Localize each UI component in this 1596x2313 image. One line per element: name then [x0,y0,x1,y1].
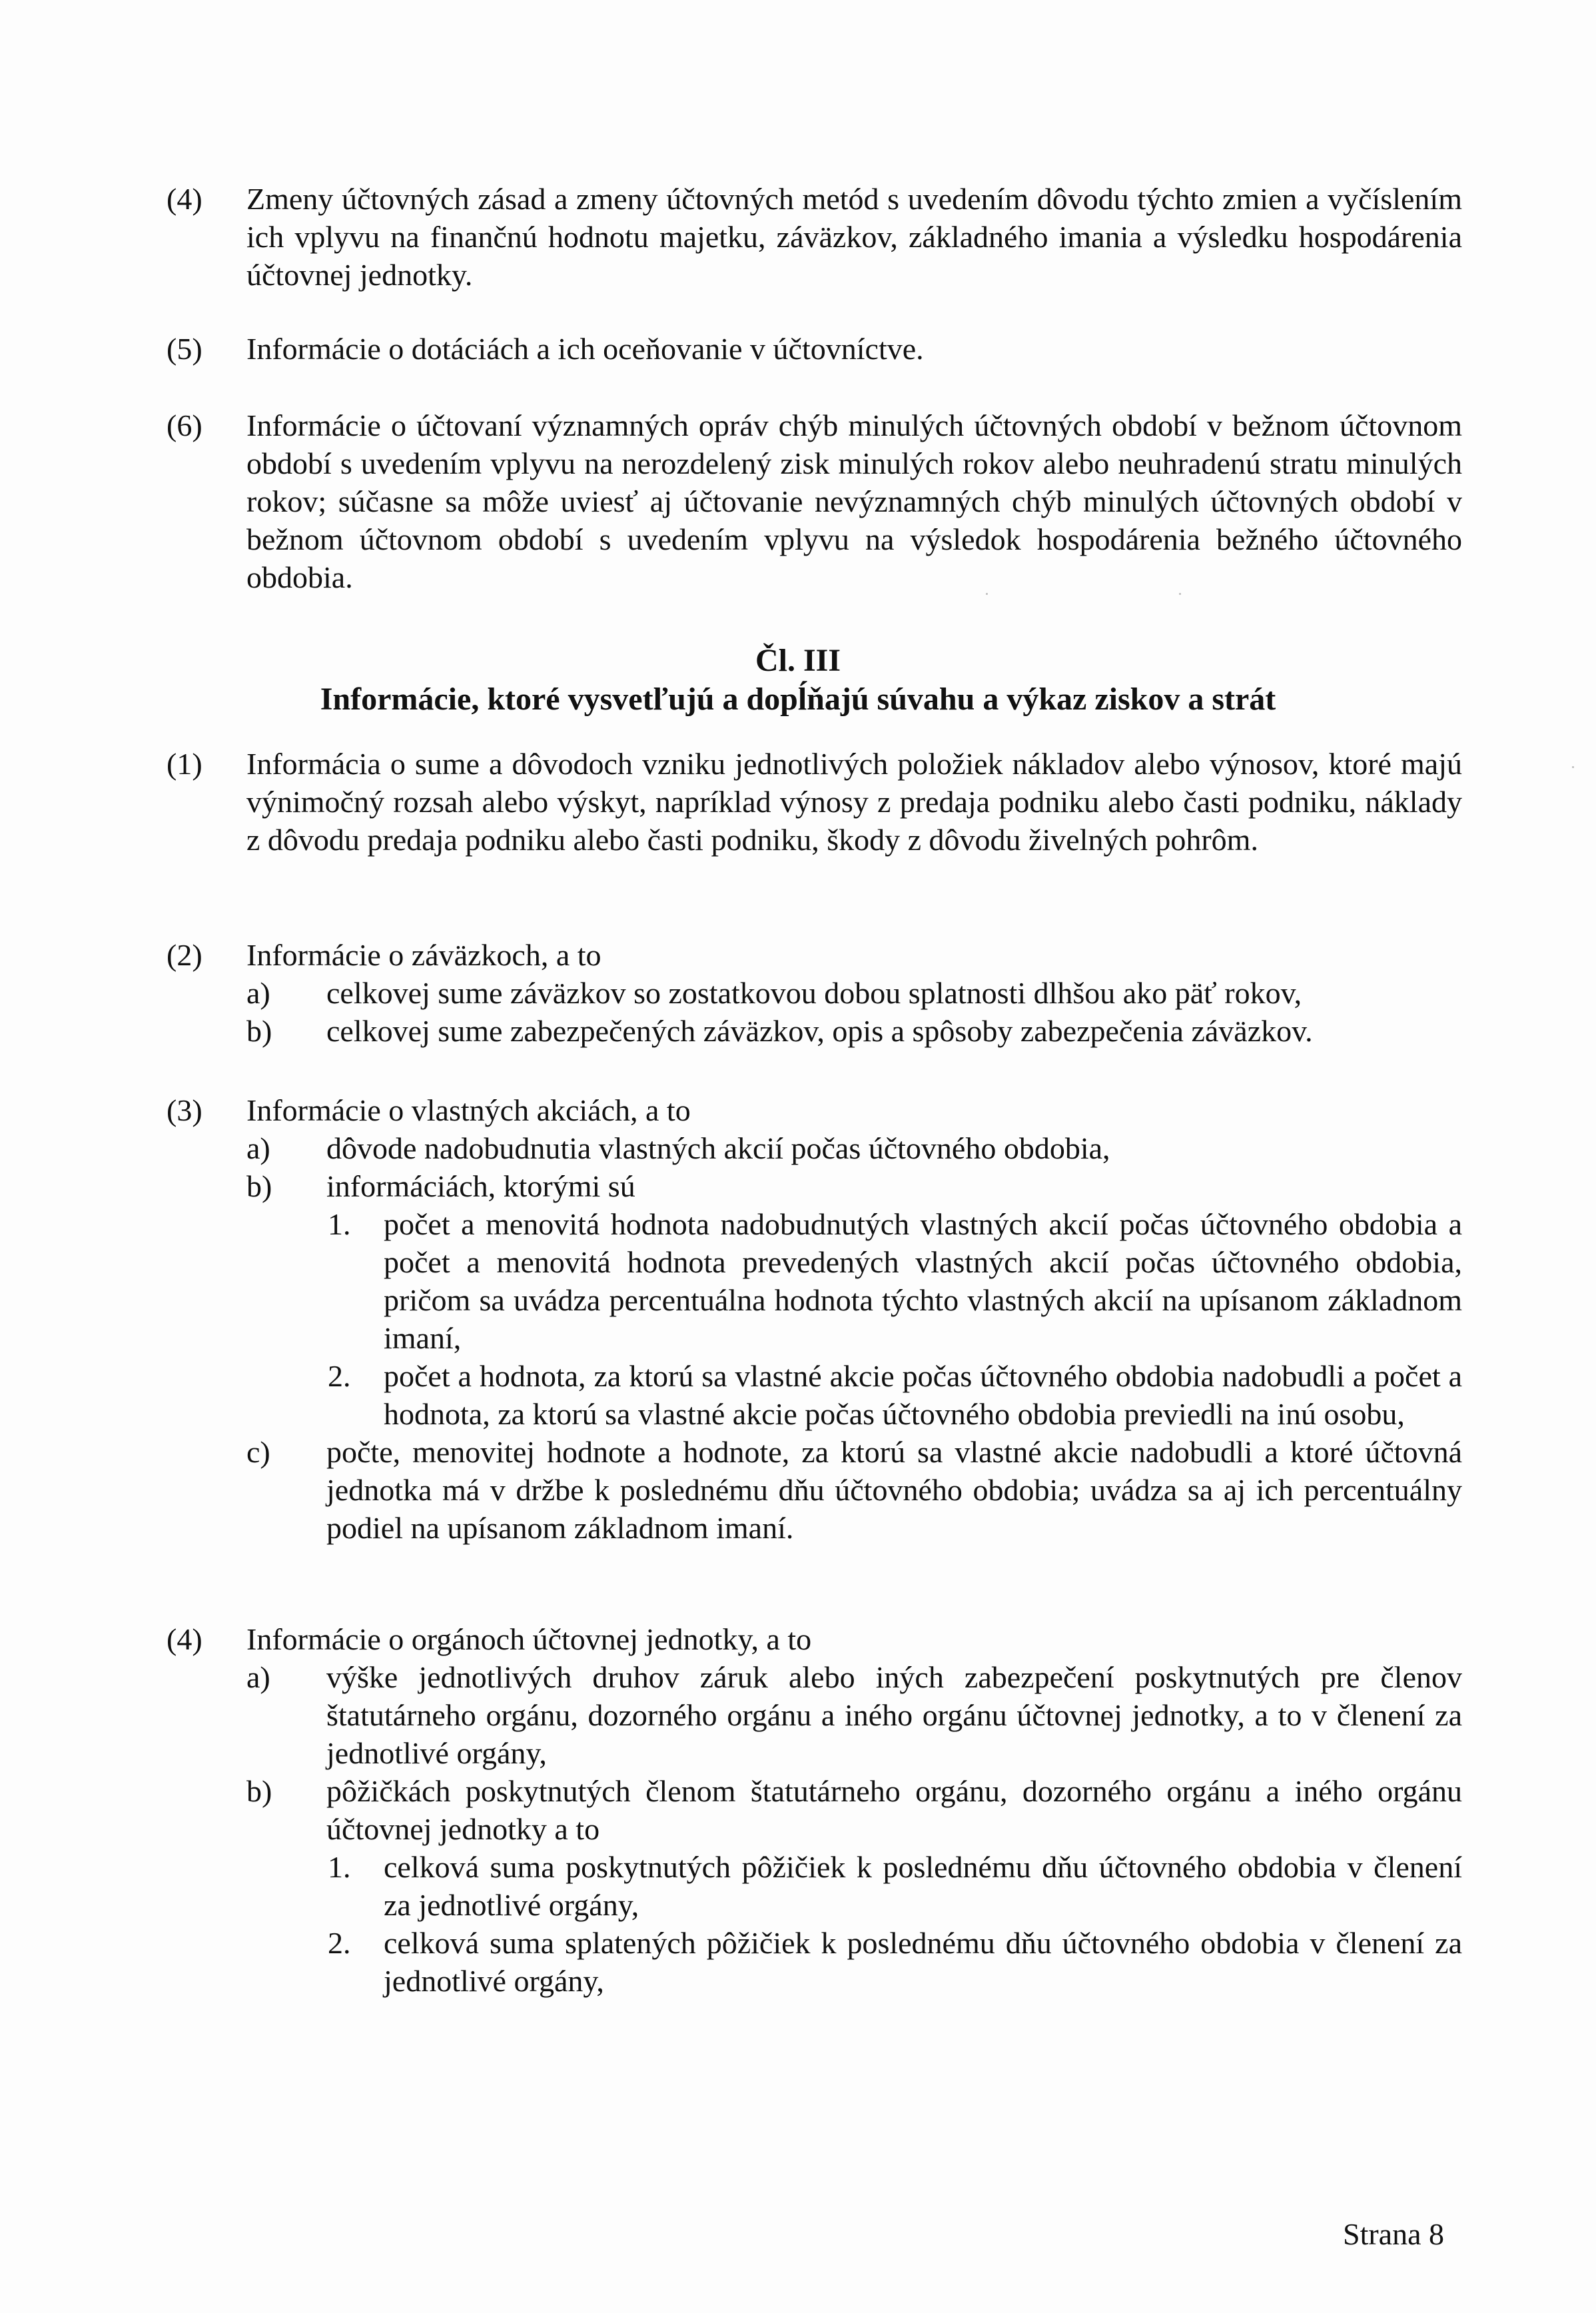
paragraph-4-accounting-changes [167,180,1462,294]
sub-item-b [246,1772,1462,1848]
numbered-point-2 [328,1924,1462,2000]
paragraph-6-error-corrections [167,406,1462,596]
sub-item-text: počte, menovitej hodnote a hodnote, za ktorú sa vlastné akcie nadobudli a ktoré účtovná jednotka má v držbe k poslednému dňu účtovného obdobia; uvádza sa aj ich percentuálny podiel na upísanom základnom imaní. [326,1435,1462,1545]
sub-item-label: a) [246,1131,270,1165]
sub-item-label: a) [246,1660,270,1694]
sub-item-a [246,1658,1462,1772]
paragraph-number: (5) [167,332,202,366]
paragraph-number: (3) [167,1093,202,1127]
paragraph-number: (1) [167,747,202,781]
paragraph-5-subsidies [167,330,1462,368]
sub-item-text: pôžičkách poskytnutých členom štatutárneho orgánu, dozorného orgánu a iného orgánu účtovnej jednotky a to [326,1774,1462,1846]
article-title: Čl. III [755,643,841,678]
paragraph-text: Zmeny účtovných zásad a zmeny účtovných metód s uvedením dôvodu týchto zmien a vyčíslením ich vplyvu na finančnú hodnotu majetku, záväzkov, základného imania a výsledku hospodárenia účtovnej jednotky. [246,182,1462,292]
numbered-point-label: 2. [328,1359,351,1393]
sub-item-b [246,1167,1462,1205]
sub-item-label: b) [246,1774,272,1808]
numbered-point-label: 2. [328,1926,351,1960]
page-number: Strana 8 [1342,2217,1444,2251]
paragraph-text: Informácie o dotáciách a ich oceňovanie v účtovníctve. [246,332,924,366]
paragraph-text: Informácie o orgánoch účtovnej jednotky, a to [246,1622,812,1656]
sub-item-label: c) [246,1435,270,1469]
paragraph-number: (2) [167,938,202,972]
sub-item-label: b) [246,1169,272,1203]
article-item-3 [167,1091,1462,1547]
numbered-point-2 [328,1357,1462,1433]
sub-item-a [246,974,1462,1012]
scan-speck [1179,593,1181,595]
paragraph-text: Informácie o vlastných akciách, a to [246,1093,691,1127]
paragraph-text: Informácia o sume a dôvodoch vzniku jednotlivých položiek nákladov alebo výnosov, ktoré majú výnimočný rozsah alebo výskyt, napríklad výnosy z predaja podniku alebo časti podniku, náklady z dôvodu predaja podniku alebo časti podniku, škody z dôvodu živelných pohrôm. [246,747,1462,857]
paragraph-text: Informácie o záväzkoch, a to [246,938,601,972]
article-item-1 [167,745,1462,859]
sub-item-text: informáciách, ktorými sú [326,1169,635,1203]
numbered-point-text: celková suma splatených pôžičiek k poslednému dňu účtovného obdobia v členení za jednotlivé orgány, [384,1926,1462,1998]
numbered-point-text: počet a menovitá hodnota nadobudnutých vlastných akcií počas účtovného obdobia a počet a menovitá hodnota prevedených vlastných akcií počas účtovného obdobia, pričom sa uvádza percentuálna hodnota týchto vlastných akcií na upísanom základnom imaní, [384,1207,1462,1355]
numbered-point-text: počet a hodnota, za ktorú sa vlastné akcie počas účtovného obdobia nadobudli a počet a hodnota, za ktorú sa vlastné akcie počas účtovného obdobia previedli na inú osobu, [384,1359,1462,1431]
numbered-point-1 [328,1205,1462,1357]
sub-item-a [246,1129,1462,1167]
sub-item-label: a) [246,976,270,1010]
sub-item-c [246,1433,1462,1547]
paragraph-number: (6) [167,408,202,442]
numbered-point-1 [328,1848,1462,1924]
sub-item-label: b) [246,1014,272,1048]
numbered-point-text: celková suma poskytnutých pôžičiek k poslednému dňu účtovného obdobia v členení za jednotlivé orgány, [384,1850,1462,1922]
paragraph-number: (4) [167,182,202,216]
sub-item-text: výške jednotlivých druhov záruk alebo iných zabezpečení poskytnutých pre členov štatutárneho orgánu, dozorného orgánu a iného orgánu účtovnej jednotky, a to v členení za jednotlivé orgány, [326,1660,1462,1770]
sub-item-text: celkovej sume zabezpečených záväzkov, opis a spôsoby zabezpečenia záväzkov. [326,1014,1313,1048]
paragraph-number: (4) [167,1622,202,1656]
sub-item-text: dôvode nadobudnutia vlastných akcií počas účtovného obdobia, [326,1131,1110,1165]
article-subtitle: Informácie, ktoré vysvetľujú a dopĺňajú súvahu a výkaz ziskov a strát [320,682,1276,717]
sub-item-b [246,1012,1462,1050]
sub-item-text: celkovej sume záväzkov so zostatkovou dobou splatnosti dlhšou ako päť rokov, [326,976,1302,1010]
scan-speck [1572,766,1574,768]
numbered-point-label: 1. [328,1850,351,1884]
paragraph-text: Informácie o účtovaní významných opráv chýb minulých účtovných období v bežnom účtovnom období s uvedením vplyvu na nerozdelený zisk minulých rokov alebo neuhradenú stratu minulých rokov; súčasne sa môže uviesť aj účtovanie nevýznamných chýb minulých účtovných období v bežnom účtovnom období s uvedením vplyvu na výsledok hospodárenia bežného účtovného obdobia. [246,408,1462,594]
article-item-4 [167,1620,1462,2000]
article-item-2 [167,936,1462,1050]
scan-speck [986,593,988,595]
numbered-point-label: 1. [328,1207,351,1241]
